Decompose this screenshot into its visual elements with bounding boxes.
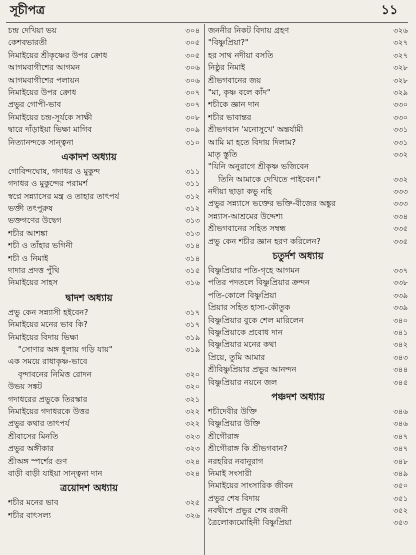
toc-entry-title: প্রভুর কথার তাৎপর্য	[8, 419, 70, 429]
toc-entry-page: ৩৪৬	[393, 406, 408, 416]
toc-entry-page: ৩১৫	[185, 266, 200, 276]
toc-entry-title: শচীর মনের ভাব	[8, 498, 59, 508]
toc-entry-title: শচীর ভাবান্তর	[208, 112, 252, 122]
toc-entry-title: শ্রীবাসের মিনতি	[8, 431, 59, 441]
toc-entry	[8, 137, 200, 149]
toc-entry-page: ৩৩৯	[393, 290, 408, 300]
toc-entry-page: ৩৫১	[393, 493, 408, 503]
toc-entry	[208, 99, 408, 111]
toc-entry	[208, 236, 408, 248]
toc-entry-title: শচী ও নিমাই	[8, 253, 49, 263]
toc-entry	[8, 381, 200, 393]
toc-entry	[8, 277, 200, 289]
toc-entry-page: ৩২০	[185, 382, 200, 392]
section-heading-11: একাদশ অধ্যায়	[61, 151, 117, 163]
toc-entry-page: ৩২৯	[393, 87, 408, 97]
toc-entry-title: কেশবভারতী	[8, 38, 48, 48]
toc-entry-page: ৩২২	[185, 406, 200, 416]
toc-entry-page: ৩২২	[185, 419, 200, 429]
toc-entry-page: ৩৩১	[393, 125, 408, 135]
toc-entry-page: ৩০৬	[185, 75, 200, 85]
section-14-entries	[208, 265, 408, 389]
toc-entry-page: ৩৩৩	[393, 199, 408, 209]
toc-entry-page: ৩৪২	[393, 340, 408, 350]
toc-entry	[208, 480, 408, 492]
toc-entry	[8, 406, 200, 418]
page-header	[6, 0, 408, 23]
toc-entry-page: ৩১১	[185, 166, 200, 176]
toc-entry-page: ৩১৭	[185, 320, 200, 330]
toc-entry-title: নিষ্ঠুর নিমাই	[208, 63, 246, 73]
section-11-entries	[8, 166, 200, 290]
toc-entry-page: ৩২৮	[393, 75, 408, 85]
toc-entry-page: ৩১৩	[185, 228, 200, 238]
toc-entry	[8, 87, 200, 99]
toc-entry	[208, 517, 408, 529]
toc-entry	[208, 327, 408, 339]
toc-entry	[8, 265, 200, 277]
toc-entry	[8, 112, 200, 124]
toc-entry	[8, 62, 200, 74]
toc-entry-page: ৩১৯	[185, 332, 200, 342]
toc-entry-title: তিনি আমাকে দেখিতে পাইবেন।"	[218, 174, 321, 184]
toc-entry	[208, 112, 408, 124]
toc-entry	[208, 431, 408, 443]
toc-entry-title: নিমাইয়ের সাংসারিক জীবন	[208, 481, 294, 491]
toc-entry	[208, 339, 408, 351]
toc-entry-page: ৩৪৭	[393, 431, 408, 441]
toc-entry-title: আমি মা হতে বিদায় দিলাম?	[208, 137, 296, 147]
section-heading-13: ত্রয়োদশ অধ্যায়	[60, 483, 118, 495]
toc-entry	[8, 394, 200, 406]
toc-entry-title: নরহরির নবানুরাগ	[208, 456, 264, 466]
section-13-entries	[8, 497, 200, 522]
toc-entry-title: প্রভু কেন সন্ন্যাসী হইবেন?	[8, 307, 89, 317]
toc-entry-page: ৩২৩	[185, 431, 200, 441]
toc-entry	[8, 191, 200, 203]
toc-entry-page: ৩১৪	[185, 253, 200, 263]
toc-entry-page: ৩৪৮	[393, 456, 408, 466]
toc-entry	[8, 369, 200, 381]
toc-entry	[208, 75, 408, 87]
toc-entry	[208, 443, 408, 455]
toc-entry-title: মাতৃ স্তুতি	[208, 149, 238, 159]
toc-entry-page: ৩১৬	[185, 278, 200, 288]
toc-entry	[8, 124, 200, 136]
section-15-entries	[208, 406, 408, 530]
toc-entry-title: শ্রীবিষ্ণুপ্রিয়ার প্রভুর আনন্দন	[208, 365, 297, 375]
toc-entry-title: প্রভু কেন শচীর জ্ঞান হরণ করিলেন?	[208, 236, 321, 246]
toc-entry-page: ৩৩২	[393, 174, 408, 184]
toc-entry	[8, 99, 200, 111]
toc-entry	[8, 253, 200, 265]
toc-entry	[8, 332, 200, 344]
toc-entry	[8, 37, 200, 49]
toc-entry-page: ৩৪৩	[393, 352, 408, 362]
toc-entry-page: ৩২৭	[393, 50, 408, 60]
section-heading-12: দ্বাদশ অধ্যায়	[65, 292, 113, 304]
toc-entry-title: নবদ্বীপে প্রভুর শেষ রজনী	[208, 506, 288, 516]
toc-entry-title: গদাধরের প্রভুকে তিরস্কার	[8, 394, 88, 404]
toc-entry-page: ৩৩৯	[393, 303, 408, 313]
toc-entry-title: প্রিয়ে, তুমি আমার	[208, 352, 266, 362]
toc-entry	[208, 265, 408, 277]
toc-entry-page: ৩২১	[185, 394, 200, 404]
toc-entry-title: বিষ্ণুপ্রিয়ার বুকে শেল মারিলেন	[208, 315, 304, 325]
toc-entry-title: চন্দ্র দেখিয়া ভয়	[8, 26, 57, 35]
toc-entry	[8, 356, 200, 368]
toc-entry-title: বিষ্ণুপ্রিয়ার উক্তি	[208, 419, 261, 429]
toc-entry-page: ৩২৪	[185, 456, 200, 466]
toc-entry-title: উভয় সঙ্কট	[8, 382, 43, 392]
toc-entry-title: নিমাই সংসারী	[208, 468, 252, 478]
toc-entry-title: বাড়ী বাড়ী যাইয়া সান্ত্বনা দান	[8, 468, 103, 478]
toc-entry	[8, 497, 200, 509]
toc-entry-title: বিষ্ণুপ্রিয়ার পতি-গৃহে আগমন	[208, 266, 300, 276]
toc-entry	[8, 203, 200, 215]
toc-entry-page: ৩১১	[185, 179, 200, 189]
toc-entry-title: নিমাইয়ের উপর ক্রোধ	[8, 87, 77, 97]
toc-entry-page: ৩৩০	[393, 112, 408, 122]
toc-entry-title: শচীর বাৎসল্য	[8, 510, 51, 520]
section-heading-15: পঞ্চদশ অধ্যায়	[271, 391, 325, 403]
toc-entry-title: বিষ্ণুপ্রিয়ার মনের কথা	[208, 340, 277, 350]
toc-entry	[8, 178, 200, 190]
toc-entry	[208, 364, 408, 376]
toc-entry-page: ৩৩৩	[393, 187, 408, 197]
toc-entry-page: ৩৫৩	[393, 518, 408, 528]
toc-entry-title: শচীকে জ্ঞান দান	[208, 100, 260, 110]
toc-entry-title: নিমাইয়ের বিদায় ভিক্ষা	[8, 332, 79, 342]
toc-entry-title: বিষ্ণুপ্রিয়াকে প্রবোধ দান	[208, 327, 283, 337]
toc-entry-title: প্রভুর সন্ন্যাসে ভক্তের ভক্তি-বীজের অঙ্কুর	[208, 199, 336, 209]
toc-entry	[208, 377, 408, 389]
toc-entry-title: বৃন্দাবনের নিমিত্ত রোদন	[18, 369, 92, 379]
left-column	[8, 25, 200, 522]
toc-entry-page: ৩৩৫	[393, 236, 408, 246]
toc-entry	[208, 198, 408, 210]
section-heading-14: চতুর্দশ অধ্যায়	[272, 251, 324, 263]
toc-entry-title: শ্রীঅঙ্গ স্পর্শের গুণ	[8, 456, 68, 466]
toc-entry-page: ৩৩৭	[393, 266, 408, 276]
toc-entry	[208, 456, 408, 468]
toc-entry	[8, 431, 200, 443]
toc-entry	[8, 215, 200, 227]
toc-entry-title: পতি-কোলে বিষ্ণুপ্রিয়া	[208, 290, 277, 300]
toc-entry	[208, 25, 408, 37]
toc-entry-page: ৩২৮	[393, 63, 408, 73]
toc-entry-page: ৩১০	[185, 137, 200, 147]
toc-entry-page: ৩০৬	[185, 63, 200, 73]
toc-entry-page: ৩০৭	[185, 87, 200, 97]
toc-entry	[208, 277, 408, 289]
toc-entry-page: ৩৪৫	[393, 377, 408, 387]
toc-entry-page: ৩০৭	[185, 100, 200, 110]
toc-entry-page: ৩০৮	[185, 112, 200, 122]
toc-entry	[8, 468, 200, 480]
toc-entry	[208, 37, 408, 49]
toc-entry-title: আগমবাগীশের আগমন	[8, 63, 81, 73]
toc-entry	[8, 319, 200, 331]
toc-entry-title: শ্রীগৌরাঙ্গ কি শ্রীভগবান?	[208, 444, 288, 454]
toc-entry-page: ৩০৪	[185, 26, 200, 35]
toc-entry	[208, 174, 408, 186]
toc-entry-page: ৩৪১	[393, 327, 408, 337]
toc-entry	[208, 124, 408, 136]
toc-entry-title: প্রভুর অঙ্গীকার	[8, 444, 54, 454]
toc-entry-title: প্রিয়ার সহিত হাস্য-কৌতুক	[208, 303, 291, 313]
toc-entry-page: ৩১৭	[185, 307, 200, 317]
toc-entry-title: নদীয়া ছাড়া কভু নহি	[208, 187, 272, 197]
toc-entry-title: প্রভুর শেষ বিদায়	[208, 493, 260, 503]
left-intro-entries	[8, 25, 200, 149]
toc-entry	[208, 468, 408, 480]
toc-entry-title: "সোণার অঙ্গ ধূলায় গড়ি যায়"	[18, 344, 113, 354]
toc-entry	[8, 418, 200, 430]
toc-entry	[8, 456, 200, 468]
toc-entry-page: ৩৩৫	[393, 224, 408, 234]
page-number: ১১	[381, 3, 398, 18]
toc-entry	[208, 149, 408, 161]
section-12-entries	[8, 307, 200, 480]
toc-entry	[8, 240, 200, 252]
toc-entry-page: ৩০৯	[185, 125, 200, 135]
toc-entry-title: জননীর নিকট বিদায় গ্রহণ	[208, 26, 290, 35]
toc-entry-page: ৩২৭	[393, 38, 408, 48]
toc-entry-title: প্রভুর গোপী-ভাব	[8, 100, 62, 110]
toc-entry-title: শচীদেবীর উক্তি	[208, 406, 257, 416]
toc-entry-page: ৩৪৯	[393, 468, 408, 478]
toc-entry-page: ৩২৬	[185, 510, 200, 520]
toc-entry-title: সন্ন্যাস-আশ্রমের উদ্দেশ্য	[208, 211, 283, 221]
toc-entry-page: ৩৩৮	[393, 278, 408, 288]
toc-entry-title: গোবিন্দঘোষ, গদাধর ও মুকুন্দ	[8, 166, 101, 176]
toc-entry-title: শ্রীগৌরাঙ্গ	[208, 431, 240, 441]
right-intro-entries	[208, 25, 408, 248]
toc-entry	[8, 510, 200, 522]
toc-entry-title: নিমাইয়ের চন্দ্র-সূর্যকে সাক্ষী	[8, 112, 93, 122]
toc-entry-title: নিমাইয়ের মনের ভাব কি?	[8, 320, 88, 330]
toc-entry	[208, 211, 408, 223]
toc-entry-title: নিমাইয়ের শ্রীকৃষ্ণের উপর ক্রোধ	[8, 50, 108, 60]
toc-entry-page: ৩৩৪	[393, 211, 408, 221]
column-divider	[204, 24, 205, 555]
toc-entry-title: দাদার প্রদত্ত পুঁথি	[8, 266, 60, 276]
toc-entry-page: ৩২৩	[185, 444, 200, 454]
toc-entry-title: শ্রীভগবানের জয়	[208, 75, 262, 85]
page-title: সূচীপত্র	[10, 3, 45, 17]
toc-entry	[208, 352, 408, 364]
right-column	[208, 25, 408, 530]
toc-entry-title: শ্রীভগবানের সহিত সম্বন্ধ	[208, 224, 286, 234]
toc-entry-title: শচীর আশঙ্কা	[8, 228, 48, 238]
toc-entry-page: ৩১৩	[185, 216, 200, 226]
toc-entry	[208, 315, 408, 327]
toc-entry	[208, 161, 408, 173]
toc-entry	[208, 290, 408, 302]
toc-entry-page: ৩৪৪	[393, 365, 408, 375]
toc-entry-title: পতির পদতলে বিষ্ণুপ্রিয়ার ক্রন্দন	[208, 278, 310, 288]
toc-entry-page: ৩০৫	[185, 50, 200, 60]
toc-entry	[208, 186, 408, 198]
toc-entry	[8, 75, 200, 87]
toc-entry-page: ৩১২	[185, 191, 200, 201]
toc-entry-page: ৩১২	[185, 204, 200, 214]
toc-entry	[8, 50, 200, 62]
toc-entry-page: ৩২৫	[185, 498, 200, 508]
toc-entry-page: ৩২৬	[393, 26, 408, 35]
toc-entry	[208, 50, 408, 62]
toc-entry-title: শচী ও তাঁহার ভগিনী	[8, 241, 73, 251]
toc-entry	[8, 344, 200, 356]
toc-entry-title: শ্রীভগবান 'মনোসুখে' অন্তর্যামী	[208, 125, 304, 135]
toc-entry	[8, 228, 200, 240]
toc-entry-title: এক সময়ে রাধাকৃষ্ণ-ভাবে	[8, 357, 88, 367]
toc-entry	[8, 25, 200, 37]
toc-entry-title: ভক্তী তৎপুরুষ	[8, 204, 53, 214]
toc-entry	[208, 62, 408, 74]
toc-entry-page: ৩৩২	[393, 149, 408, 159]
toc-entry-title: "বিষ্ণুপ্রিয়া?"	[208, 38, 249, 48]
toc-entry-title: নিমাইয়ের গদাধরকে উত্তর	[8, 406, 90, 416]
toc-entry-page: ৩১৪	[185, 241, 200, 251]
toc-entry-page: ৩৩০	[393, 100, 408, 110]
toc-entry-title: নিমাইয়ের সাহস	[8, 278, 58, 288]
toc-entry-page: ৩৪০	[393, 315, 408, 325]
toc-entry-page: ৩৪৬	[393, 419, 408, 429]
toc-entry-title: "যিনি অনুরাগে শ্রীকৃষ্ণ ভজিবেন	[208, 162, 309, 172]
toc-entry-page: ৩২৪	[185, 468, 200, 478]
toc-entry	[8, 166, 200, 178]
toc-entry-page: ৩২০	[185, 369, 200, 379]
toc-entry-title: ত্রৈলোক্যমোহিনী বিষ্ণুপ্রিয়া	[208, 518, 292, 528]
toc-entry-page: ৩৩১	[393, 137, 408, 147]
toc-entry-page: ৩১৯	[185, 344, 200, 354]
toc-entry	[8, 307, 200, 319]
toc-entry	[208, 418, 408, 430]
toc-entry	[8, 443, 200, 455]
toc-entry-page: ৩৫০	[393, 481, 408, 491]
toc-entry-page: ৩৪৭	[393, 444, 408, 454]
toc-entry-page: ৩০৫	[185, 38, 200, 48]
toc-entry	[208, 137, 408, 149]
toc-entry	[208, 302, 408, 314]
toc-entry-title: আগমবাগীশের পলায়ন	[8, 75, 80, 85]
toc-entry	[208, 87, 408, 99]
toc-entry-title: দ্বারে দাঁড়াইয়া ভিক্ষা মাগিব	[8, 125, 92, 135]
toc-entry-title: ভক্তগণের উদ্বেগ	[8, 216, 62, 226]
toc-entry-page: ৩৫২	[393, 506, 408, 516]
toc-entry-title: হর সাথ নদীয়া বসতি	[208, 50, 274, 60]
toc-entry-title: স্বপ্নে সন্ন্যাসের মন্ত্র ও তাহার তাৎপর্য	[8, 191, 120, 201]
toc-entry	[208, 223, 408, 235]
toc-entry-title: গদাধর ও মুকুন্দের পরামর্শ	[8, 179, 88, 189]
toc-entry-title: "মা, কৃষ্ণ বলে কাঁদ"	[208, 87, 271, 97]
toc-entry	[208, 493, 408, 505]
toc-entry	[208, 406, 408, 418]
toc-entry	[208, 505, 408, 517]
toc-entry-title: বিষ্ণুপ্রিয়ার নয়নে জল	[208, 377, 278, 387]
toc-entry-title: নিত্যানন্দকে সান্ত্বনা	[8, 137, 74, 147]
